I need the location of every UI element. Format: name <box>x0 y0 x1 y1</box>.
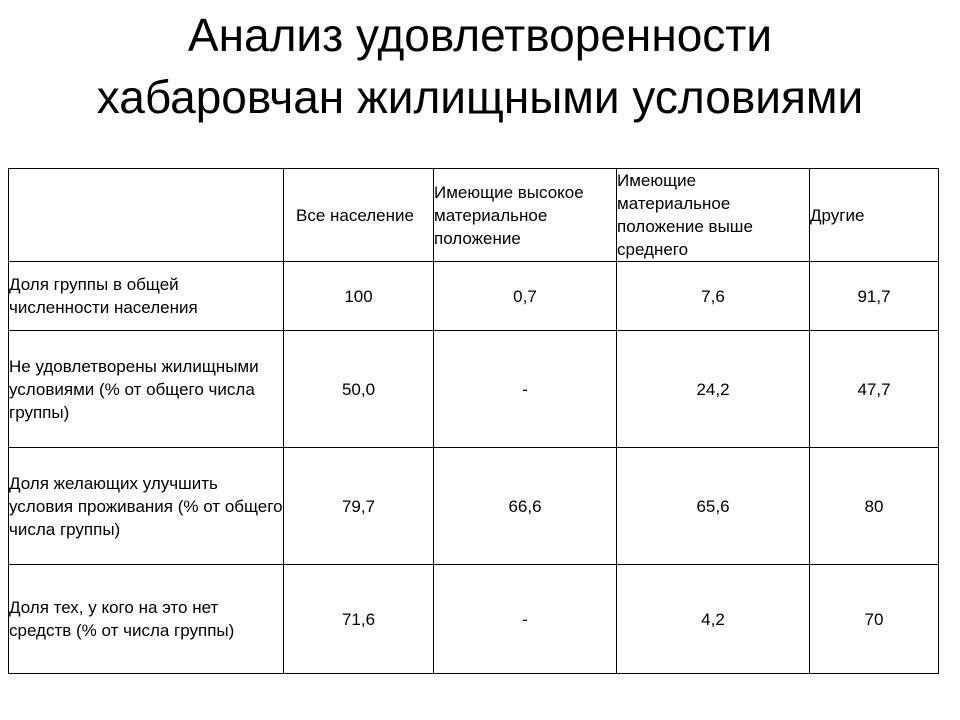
value-cell: 70 <box>810 565 939 674</box>
value-cell: 0,7 <box>434 262 617 331</box>
table-row <box>9 262 939 331</box>
table-row <box>9 448 939 565</box>
value-cell: - <box>434 565 617 674</box>
slide-title <box>0 4 960 128</box>
value-cell: 47,7 <box>810 331 939 448</box>
value-cell: 91,7 <box>810 262 939 331</box>
value-cell: - <box>434 331 617 448</box>
table-header-row <box>9 169 939 262</box>
row-label: Не удовлетворены жилищными условиями (% от общего числа группы) <box>9 331 284 448</box>
value-cell: 71,6 <box>284 565 434 674</box>
slide-title-line-2: хабаровчан жилищными условиями <box>96 71 864 123</box>
value-cell: 4,2 <box>617 565 810 674</box>
value-cell: 66,6 <box>434 448 617 565</box>
header-cell-high-income: Имеющие высокое материальное положение <box>434 169 617 262</box>
value-cell: 7,6 <box>617 262 810 331</box>
header-cell-above-average: Имеющие материальное положение выше среднего <box>617 169 810 262</box>
table-row <box>9 565 939 674</box>
slide-title-line-1: Анализ удовлетворенности <box>187 9 773 61</box>
row-label: Доля группы в общей численности населения <box>9 262 284 331</box>
header-cell-all-population: Все население <box>284 169 434 262</box>
value-cell: 24,2 <box>617 331 810 448</box>
satisfaction-table <box>8 168 939 674</box>
row-label: Доля тех, у кого на это нет средств (% от числа группы) <box>9 565 284 674</box>
header-cell-empty <box>9 169 284 262</box>
table-row <box>9 331 939 448</box>
value-cell: 65,6 <box>617 448 810 565</box>
value-cell: 50,0 <box>284 331 434 448</box>
header-cell-others: Другие <box>810 169 939 262</box>
value-cell: 100 <box>284 262 434 331</box>
value-cell: 80 <box>810 448 939 565</box>
row-label: Доля желающих улучшить условия проживания (% от общего числа группы) <box>9 448 284 565</box>
value-cell: 79,7 <box>284 448 434 565</box>
